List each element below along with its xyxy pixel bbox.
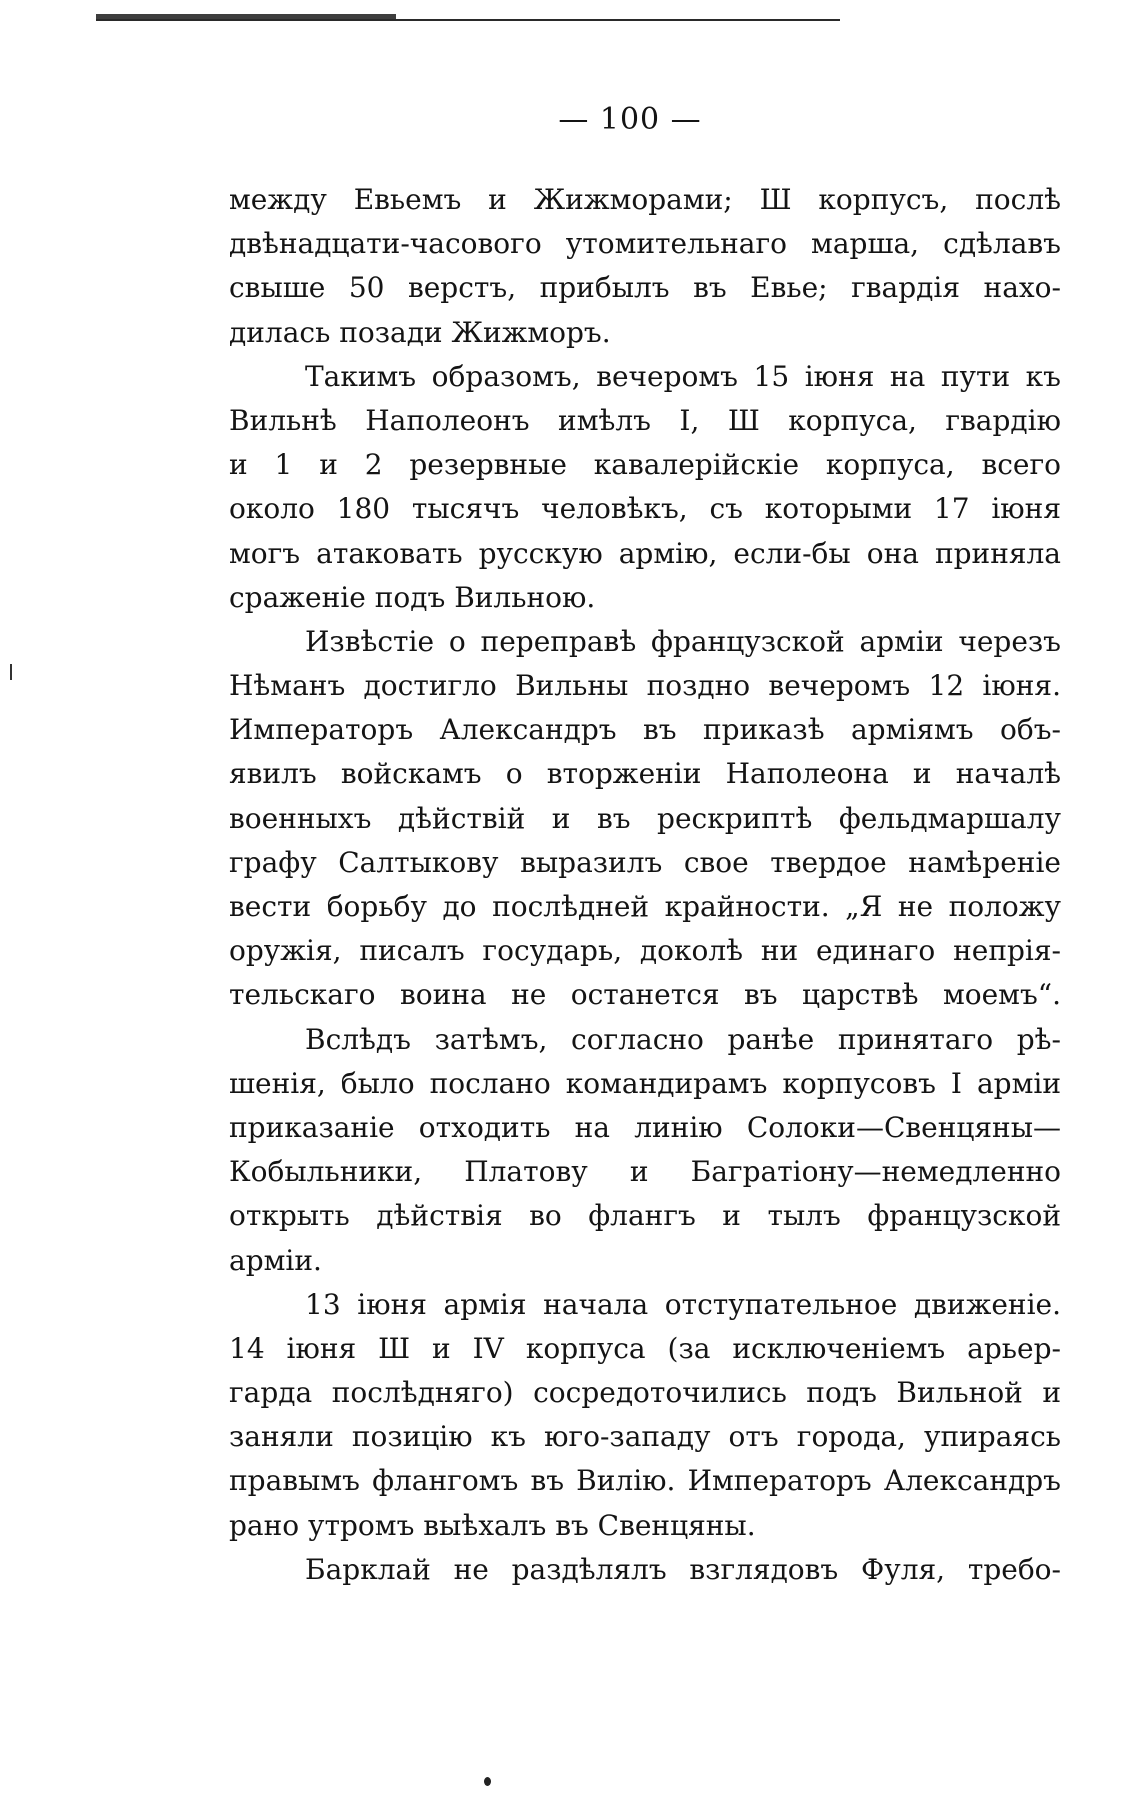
top-rule-thin <box>96 19 840 21</box>
bottom-dot <box>484 1777 491 1786</box>
text-line: могъ атаковать русскую армію, если-бы она приняла <box>229 536 1061 570</box>
text-line: Извѣстіе о переправѣ французской арміи черезъ <box>305 624 1061 658</box>
text-line: арміи. <box>229 1243 322 1277</box>
text-line: заняли позицію къ юго-западу отъ города, упираясь <box>229 1420 1061 1454</box>
text-line: графу Салтыкову выразилъ свое твердое намѣреніе <box>229 845 1061 879</box>
text-line: около 180 тысячъ человѣкъ, съ которыми 17 іюня <box>229 492 1061 526</box>
text-line: Такимъ образомъ, вечеромъ 15 іюня на пути къ <box>305 359 1061 393</box>
text-line: свыше 50 верстъ, прибылъ въ Евье; гвардія нахо- <box>229 271 1061 305</box>
text-line: Вслѣдъ затѣмъ, согласно ранѣе принятаго рѣ- <box>305 1022 1061 1056</box>
text-line: и 1 и 2 резервные кавалерійскіе корпуса, всего <box>229 448 1061 482</box>
text-line: двѣнадцати-часового утомительнаго марша, сдѣлавъ <box>229 227 1061 261</box>
text-line: между Евьемъ и Жижморами; Ш корпусъ, послѣ <box>229 183 1061 216</box>
text-line: Вильнѣ Наполеонъ имѣлъ І, Ш корпуса, гвардію <box>229 403 1061 437</box>
text-line: явилъ войскамъ о вторженіи Наполеона и началѣ <box>229 757 1061 791</box>
text-line: вести борьбу до послѣдней крайности. „Я не положу <box>229 890 1061 923</box>
text-line: Нѣманъ достигло Вильны поздно вечеромъ 12 іюня. <box>229 669 1061 703</box>
text-line: приказаніе отходить на линію Солоки—Свенцяны— <box>229 1110 1061 1144</box>
text-line: Кобыльники, Платову и Багратіону—немедленно <box>229 1155 1061 1189</box>
top-rule <box>96 14 840 20</box>
page-number: — 100 — <box>558 102 702 137</box>
text-line: шенія, было послано командирамъ корпусовъ І арміи <box>229 1066 1061 1100</box>
text-body <box>229 178 1061 1592</box>
margin-mark <box>10 664 12 680</box>
text-line: Барклай не раздѣлялъ взглядовъ Фуля, требо- <box>305 1552 1061 1586</box>
text-line: оружія, писалъ государь, доколѣ ни единаго непрія- <box>229 934 1061 968</box>
text-line: открыть дѣйствія во флангъ и тылъ французской <box>229 1199 1061 1233</box>
text-line: военныхъ дѣйствій и въ рескриптѣ фельдмаршалу <box>229 801 1061 835</box>
text-line: 13 іюня армія начала отступательное движеніе. <box>305 1287 1061 1321</box>
text-line: гарда послѣдняго) сосредоточились подъ Вильной и <box>229 1376 1061 1410</box>
text-line: правымъ флангомъ въ Вилію. Императоръ Александръ <box>229 1464 1061 1498</box>
text-line: 14 іюня Ш и IV корпуса (за исключеніемъ арьер- <box>229 1331 1061 1365</box>
text-line: сраженіе подъ Вильною. <box>229 580 596 614</box>
text-line: Императоръ Александръ въ приказѣ арміямъ объ- <box>229 713 1061 747</box>
text-line: рано утромъ выѣхалъ въ Свенцяны. <box>229 1508 756 1542</box>
text-line: дилась позади Жижморъ. <box>229 315 611 349</box>
text-line: тельскаго воина не останется въ царствѣ моемъ“. <box>229 978 1061 1012</box>
